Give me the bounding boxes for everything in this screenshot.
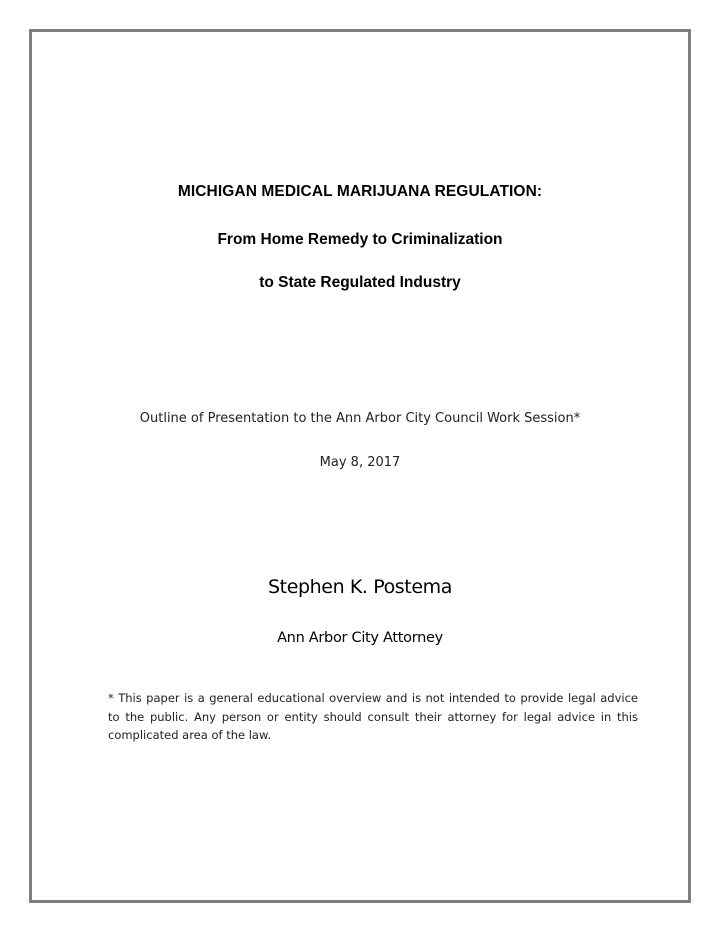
page-frame bbox=[29, 29, 691, 903]
document-title: MICHIGAN MEDICAL MARIJUANA REGULATION: bbox=[177, 183, 543, 200]
document-subtitle-line1: From Home Remedy to Criminalization bbox=[217, 231, 503, 248]
presentation-date: May 8, 2017 bbox=[319, 455, 401, 470]
disclaimer-note: * This paper is a general educational overview and is not intended to provide legal advice to the public. Any person or entity should consult their attorney for legal advice in this complicated area of the law. bbox=[108, 691, 638, 742]
author-name: Stephen K. Postema bbox=[267, 576, 452, 598]
author-title: Ann Arbor City Attorney bbox=[277, 630, 443, 646]
presentation-outline: Outline of Presentation to the Ann Arbor City Council Work Session* bbox=[139, 411, 581, 426]
document-subtitle-line2: to State Regulated Industry bbox=[259, 274, 461, 291]
